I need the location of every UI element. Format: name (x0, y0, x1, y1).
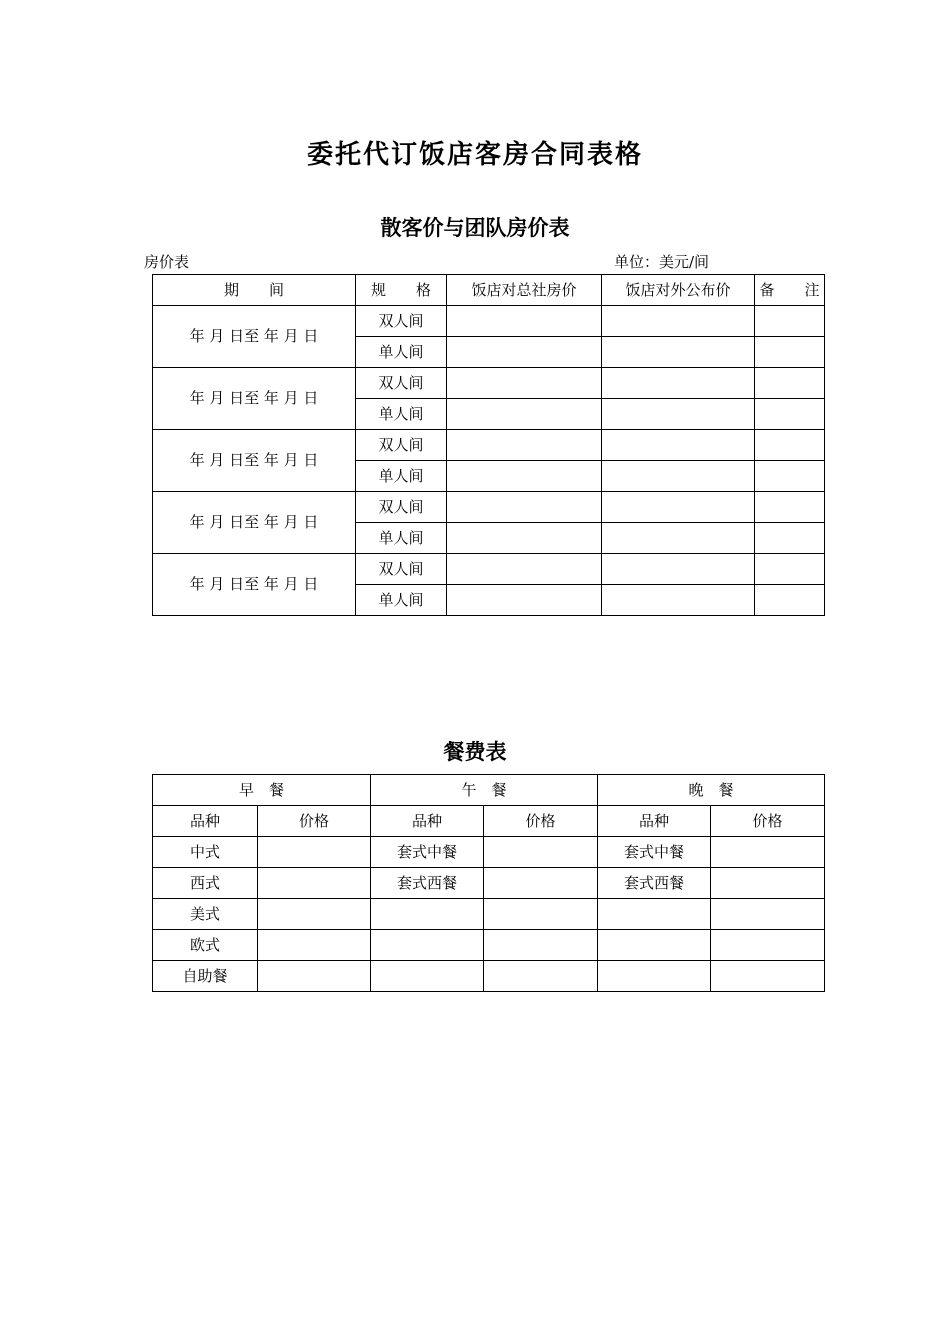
public-price-field[interactable] (602, 523, 755, 554)
agency-price-field[interactable] (447, 337, 602, 368)
remarks-field[interactable] (755, 306, 825, 337)
remarks-field[interactable] (755, 368, 825, 399)
agency-price-field[interactable] (447, 554, 602, 585)
public-price-field[interactable] (602, 368, 755, 399)
agency-price-field[interactable] (447, 523, 602, 554)
room-type-cell: 单人间 (356, 337, 447, 368)
remarks-field[interactable] (755, 585, 825, 616)
room-type-cell: 单人间 (356, 585, 447, 616)
remarks-field[interactable] (755, 554, 825, 585)
room-type-cell: 双人间 (356, 368, 447, 399)
period-cell: 年 月 日至 年 月 日 (153, 306, 356, 368)
lunch-price-field[interactable] (484, 899, 598, 930)
header-variety: 品种 (598, 806, 711, 837)
remarks-field[interactable] (755, 492, 825, 523)
public-price-field[interactable] (602, 430, 755, 461)
room-type-cell: 双人间 (356, 554, 447, 585)
meal-fee-section-title: 餐费表 (443, 740, 507, 764)
public-price-field[interactable] (602, 461, 755, 492)
breakfast-price-field[interactable] (258, 899, 371, 930)
lunch-variety[interactable] (371, 899, 484, 930)
public-price-field[interactable] (602, 554, 755, 585)
agency-price-field[interactable] (447, 368, 602, 399)
agency-price-field[interactable] (447, 306, 602, 337)
unit-label: 单位：美元/间 (614, 253, 710, 271)
room-price-section-title: 散客价与团队房价表 (380, 216, 570, 240)
lunch-price-field[interactable] (484, 930, 598, 961)
table-row (153, 899, 825, 930)
lunch-variety[interactable] (371, 930, 484, 961)
dinner-variety[interactable] (598, 961, 711, 992)
dinner-price-field[interactable] (711, 961, 825, 992)
room-type-cell: 单人间 (356, 399, 447, 430)
meal-group-header-row (153, 775, 825, 806)
lunch-price-field[interactable] (484, 868, 598, 899)
dinner-price-field[interactable] (711, 837, 825, 868)
remarks-field[interactable] (755, 430, 825, 461)
table-row (153, 868, 825, 899)
period-cell: 年 月 日至 年 月 日 (153, 430, 356, 492)
table-row (153, 930, 825, 961)
dinner-variety[interactable] (598, 930, 711, 961)
public-price-field[interactable] (602, 337, 755, 368)
breakfast-variety: 美式 (153, 899, 258, 930)
meal-subheader-row (153, 806, 825, 837)
breakfast-price-field[interactable] (258, 961, 371, 992)
header-remarks: 备 注 (755, 275, 825, 306)
breakfast-variety: 中式 (153, 837, 258, 868)
header-dinner: 晚 餐 (598, 775, 825, 806)
header-period: 期 间 (153, 275, 356, 306)
header-room-type: 规 格 (356, 275, 447, 306)
breakfast-price-field[interactable] (258, 837, 371, 868)
agency-price-field[interactable] (447, 461, 602, 492)
header-price: 价格 (711, 806, 825, 837)
table-row (153, 368, 825, 399)
table-row (153, 554, 825, 585)
header-price: 价格 (484, 806, 598, 837)
room-table-header-row (153, 275, 825, 306)
remarks-field[interactable] (755, 337, 825, 368)
page-title: 委托代订饭店客房合同表格 (306, 140, 643, 170)
dinner-variety[interactable] (598, 899, 711, 930)
public-price-field[interactable] (602, 399, 755, 430)
agency-price-field[interactable] (447, 492, 602, 523)
dinner-price-field[interactable] (711, 899, 825, 930)
lunch-price-field[interactable] (484, 837, 598, 868)
table-row (153, 306, 825, 337)
period-cell: 年 月 日至 年 月 日 (153, 368, 356, 430)
table-row (153, 837, 825, 868)
table-row (153, 430, 825, 461)
period-cell: 年 月 日至 年 月 日 (153, 554, 356, 616)
lunch-variety[interactable] (371, 961, 484, 992)
breakfast-variety: 欧式 (153, 930, 258, 961)
header-variety: 品种 (153, 806, 258, 837)
room-type-cell: 双人间 (356, 306, 447, 337)
room-price-table (152, 274, 825, 616)
table-row (153, 961, 825, 992)
lunch-price-field[interactable] (484, 961, 598, 992)
agency-price-field[interactable] (447, 430, 602, 461)
header-lunch: 午 餐 (371, 775, 598, 806)
dinner-variety: 套式中餐 (598, 837, 711, 868)
remarks-field[interactable] (755, 523, 825, 554)
header-breakfast: 早 餐 (153, 775, 371, 806)
meal-fee-table (152, 774, 825, 992)
breakfast-price-field[interactable] (258, 868, 371, 899)
lunch-variety: 套式西餐 (371, 868, 484, 899)
remarks-field[interactable] (755, 399, 825, 430)
room-type-cell: 双人间 (356, 492, 447, 523)
breakfast-variety: 自助餐 (153, 961, 258, 992)
room-type-cell: 单人间 (356, 461, 447, 492)
agency-price-field[interactable] (447, 399, 602, 430)
header-price: 价格 (258, 806, 371, 837)
table-row (153, 492, 825, 523)
public-price-field[interactable] (602, 492, 755, 523)
public-price-field[interactable] (602, 585, 755, 616)
room-table-label: 房价表 (144, 253, 190, 271)
public-price-field[interactable] (602, 306, 755, 337)
period-cell: 年 月 日至 年 月 日 (153, 492, 356, 554)
header-agency-price: 饭店对总社房价 (447, 275, 602, 306)
remarks-field[interactable] (755, 461, 825, 492)
dinner-price-field[interactable] (711, 868, 825, 899)
header-public-price: 饭店对外公布价 (602, 275, 755, 306)
dinner-price-field[interactable] (711, 930, 825, 961)
room-type-cell: 双人间 (356, 430, 447, 461)
agency-price-field[interactable] (447, 585, 602, 616)
dinner-variety: 套式西餐 (598, 868, 711, 899)
lunch-variety: 套式中餐 (371, 837, 484, 868)
breakfast-variety: 西式 (153, 868, 258, 899)
breakfast-price-field[interactable] (258, 930, 371, 961)
header-variety: 品种 (371, 806, 484, 837)
room-type-cell: 单人间 (356, 523, 447, 554)
